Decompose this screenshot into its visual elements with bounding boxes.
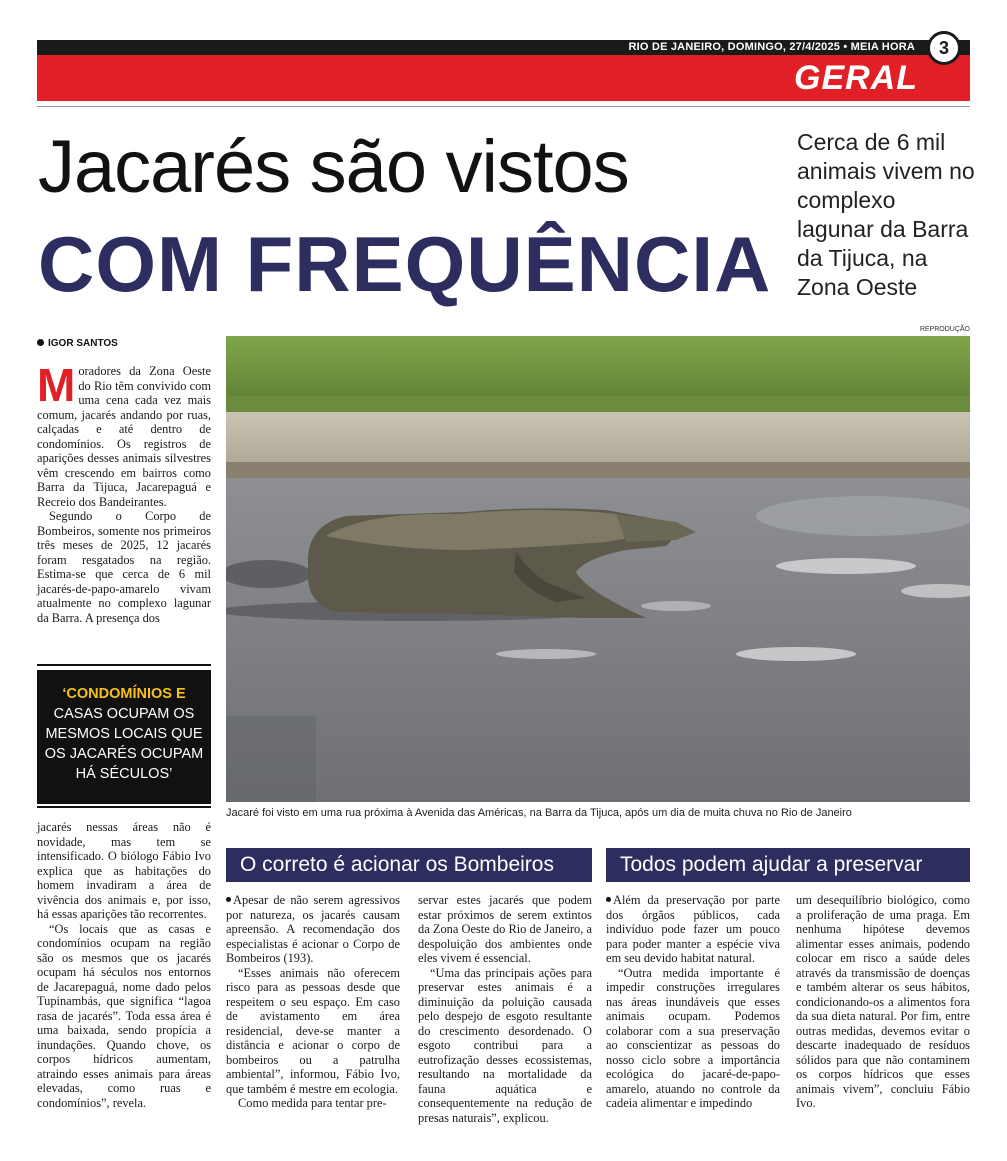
article-continued — [37, 820, 211, 1110]
article-paragraph: Como medida para tentar pre- — [238, 1096, 387, 1110]
bullet-icon — [226, 897, 231, 902]
bullet-icon — [606, 897, 611, 902]
paragraph-text: Apesar de não serem agressivos por natureza, os jacarés causam apreensão. A recomendação dos especialistas é acionar o Corpo de Bombeiros (193). — [226, 893, 400, 965]
article-paragraph — [37, 359, 211, 509]
article-paragraph — [606, 893, 780, 966]
section-banner — [37, 55, 970, 101]
dateline: RIO DE JANEIRO, DOMINGO, 27/4/2025 • MEIA HORA — [628, 41, 915, 53]
photo-caption: Jacaré foi visto em uma rua próxima à Avenida das Américas, na Barra da Tijuca, após um dia de muita chuva no Rio de Janeiro — [226, 807, 852, 819]
photo-credit: REPRODUÇÃO — [919, 326, 970, 333]
article-paragraph: “Os locais que as casas e condomínios ocupam na região são os mesmos que os jacarés ocupam há séculos nos entornos de Jacarepaguá, nome dado pelos Tupinambás, que significa “lagoa rasa de jacarés”. Toda essa área é uma baixada, sendo propícia a inundações. Quando chove, os corpos hídricos aumentam, atraindo esses animais para áreas elevadas, como ruas e condomínios”, revela. — [37, 921, 211, 1110]
article-paragraph: “Outra medida importante é impedir construções irregulares nas áreas inundáveis que esses animais ocupam. Podemos colaborar com a sua preservação ao conscientizar as pessoas do nosso ciclo sobre a importância ecológica do jacaré-de-papo-amarelo, atuando no controle da cadeia alimentar e impedindo — [606, 965, 780, 1110]
box-title-preservar: Todos podem ajudar a preservar — [606, 848, 970, 882]
header-rule — [37, 106, 970, 107]
page-number: 3 — [927, 31, 961, 65]
headline-line-1: Jacarés são vistos — [38, 125, 629, 208]
headline-line-2: COM FREQUÊNCIA — [38, 220, 772, 308]
article-paragraph: “Esses animais não oferecem risco para as pessoas desde que respeitem o seu espaço. Em caso de avistamento em área residencial, deve-se manter a distância e acionar o corpo de bombeiros ou a patrulha ambiental”, informou, Fábio Ivo, que também é mestre em ecologia. — [226, 965, 400, 1096]
article-photo — [226, 336, 970, 802]
subheadline: Cerca de 6 mil animais vivem no complexo lagunar da Barra da Tijuca, na Zona Oeste — [797, 129, 975, 300]
article-paragraph: “Uma das principais ações para preservar estes animais é a diminuição da poluição causada pelo despejo de esgoto resultante do crescimento desordenado. O esgoto contribui para a eutrofização desses ecossistemas, resultando na mortalidade da fauna aquática e consequentemente na redução de presas naturais”, explicou. — [418, 965, 592, 1125]
article-paragraph: Segundo o Corpo de Bombeiros, somente nos primeiros três meses de 2025, 12 jacarés foram resgatados na região. Estima-se que cerca de 6 mil jacarés-de-papo-amarelo vivam atualmente no complexo lagunar da Barra. A presença dos — [37, 509, 211, 625]
article-paragraph: um desequilíbrio biológico, como a proliferação de uma praga. Em nenhuma hipótese devemos alimentar esses animais, podendo colocar em risco a saúde deles através da transmissão de doenças e também alterar os seus hábitos, condicionando-os a alimentos fora da sua dieta natural. Por fim, entre outras medidas, devemos evitar o descarte inadequado de resíduos sólidos para que não contaminem os corpos hídricos que esses animais vivem”, concluiu Fábio Ivo. — [796, 893, 970, 1110]
pullquote-highlight: ‘CONDOMÍNIOS E — [62, 686, 186, 702]
pullquote — [37, 670, 211, 804]
box2-column-1 — [606, 893, 780, 1111]
article-lead — [37, 359, 211, 625]
box-title-bombeiros: O correto é acionar os Bombeiros — [226, 848, 592, 882]
top-bar — [37, 40, 970, 55]
lead-text: oradores da Zona Oeste do Rio têm convivido com uma cena cada vez mais comum, jacarés andando por ruas, calçadas e até dentro de condomínios. Os registros de aparições desses animais silvestres vêm crescendo em bairros como Barra da Tijuca, Jacarepaguá e Recreio dos Bandeirantes. — [37, 364, 211, 509]
box1-column-1 — [226, 893, 400, 1111]
paragraph-text: Além da preservação por parte dos órgãos públicos, cada indivíduo pode fazer um pouco para poder manter a espécie viva em seu devido habitat natural. — [606, 893, 780, 965]
alligator-photo-illustration — [226, 336, 970, 802]
box2-column-2 — [796, 893, 970, 1111]
pullquote-text: CASAS OCUPAM OS MESMOS LOCAIS QUE OS JACARÉS OCUPAM HÁ SÉCULOS’ — [44, 706, 204, 782]
byline — [37, 338, 118, 349]
bullet-icon — [37, 339, 44, 346]
article-paragraph: servar estes jacarés que podem estar próximos de serem extintos da Zona Oeste do Rio de Janeiro, a despoluição dos ambientes onde eles vivem é essencial. — [418, 893, 592, 965]
article-paragraph: jacarés nessas áreas não é novidade, mas tem se intensificado. O biólogo Fábio Ivo explica que as habitações do homem invadiram a área de vivência dos animais e, por isso, há essas aparições tão recorrentes. — [37, 820, 211, 921]
box1-column-2 — [418, 893, 592, 1125]
drop-cap: M — [37, 359, 76, 411]
article-paragraph — [226, 893, 400, 966]
author-name: IGOR SANTOS — [48, 338, 118, 349]
section-title: GERAL — [794, 59, 918, 97]
